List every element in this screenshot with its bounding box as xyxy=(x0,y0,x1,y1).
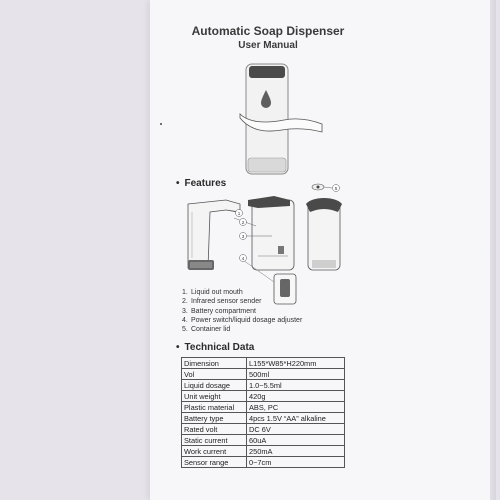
list-item-number: 1. xyxy=(182,289,188,296)
speck xyxy=(160,123,162,125)
technical-data-heading: • Technical Data xyxy=(176,342,255,353)
list-item-text: Power switch/liquid dosage adjuster xyxy=(191,316,303,324)
spec-value: L155*W85*H220mm xyxy=(247,358,345,369)
callout-5-label: 5 xyxy=(334,186,338,191)
list-item xyxy=(182,325,302,334)
dispenser-back-view xyxy=(306,198,342,270)
spec-key: Vol xyxy=(182,369,247,380)
spec-key: Rated volt xyxy=(182,424,247,435)
spec-key: Sensor range xyxy=(182,457,247,468)
list-item-number: 4. xyxy=(182,316,188,324)
dispenser-hero-illustration xyxy=(236,60,326,178)
spec-value: 420g xyxy=(247,391,345,402)
table-row xyxy=(182,413,345,424)
list-item xyxy=(182,288,302,297)
spec-key: Battery type xyxy=(182,413,247,424)
spec-key: Work current xyxy=(182,446,247,457)
list-item-number: 3. xyxy=(182,307,188,315)
spec-key: Plastic material xyxy=(182,402,247,413)
list-item-text: Battery compartment xyxy=(191,307,256,315)
table-row xyxy=(182,369,345,380)
technical-data-table xyxy=(181,357,345,468)
features-heading-label: Features xyxy=(184,178,227,189)
table-row xyxy=(182,446,345,457)
list-item-text: Infrared sensor sender xyxy=(191,298,262,306)
callout-1-label: 1 xyxy=(237,211,241,216)
spec-value: 500ml xyxy=(247,369,345,380)
spec-value: 4pcs 1.5V “AA” alkaline xyxy=(247,413,345,424)
dispenser-side-view xyxy=(188,200,240,270)
list-item xyxy=(182,307,302,316)
callout-4-label: 4 xyxy=(241,256,245,261)
table-row xyxy=(182,457,345,468)
spec-value: 250mA xyxy=(247,446,345,457)
list-item-text: Liquid out mouth xyxy=(191,289,243,296)
table-row xyxy=(182,435,345,446)
spec-value: ABS, PC xyxy=(247,402,345,413)
table-row xyxy=(182,424,345,435)
list-item-number: 5. xyxy=(182,326,188,334)
manual-title: Automatic Soap Dispenser xyxy=(191,24,345,38)
table-row xyxy=(182,391,345,402)
list-item xyxy=(182,297,302,306)
features-heading: • Features xyxy=(176,178,227,189)
dispenser-front-view xyxy=(248,196,294,270)
spec-key: Liquid dosage xyxy=(182,380,247,391)
spec-key: Dimension xyxy=(182,358,247,369)
callout-2-label: 2 xyxy=(241,220,245,225)
container-lid-view xyxy=(312,184,324,190)
spec-value: 1.0~5.5ml xyxy=(247,380,345,391)
spec-value: 60uA xyxy=(247,435,345,446)
features-list xyxy=(182,288,302,334)
spec-value: DC 6V xyxy=(247,424,345,435)
list-item-text: Container lid xyxy=(191,326,231,334)
spec-value: 0~7cm xyxy=(247,457,345,468)
technical-data-heading-label: Technical Data xyxy=(184,342,255,353)
manual-subtitle: User Manual xyxy=(238,40,298,51)
spec-key: Unit weight xyxy=(182,391,247,402)
table-row xyxy=(182,380,345,391)
spec-key: Static current xyxy=(182,435,247,446)
table-row xyxy=(182,402,345,413)
list-item-number: 2. xyxy=(182,298,188,306)
list-item xyxy=(182,316,302,325)
callout-3-label: 3 xyxy=(241,234,245,239)
table-row xyxy=(182,358,345,369)
